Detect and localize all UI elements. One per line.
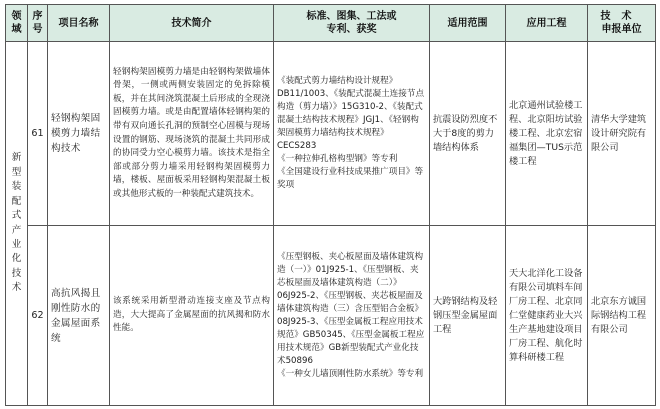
header-scope: 适用范围 — [430, 5, 506, 42]
tech-intro: 该系统采用新型滑动连接支座及节点构造，大大提高了金属屋面的抗风揭和防水性能。 — [110, 226, 274, 406]
field-cell — [6, 42, 28, 406]
patents-text: 《一种拉伸孔格构型钢》等专利 — [277, 154, 398, 164]
applicant-unit: 清华大学建筑设计研究院有限公司 — [588, 42, 656, 226]
scope: 抗震设防烈度不大于8度的剪力墙结构体系 — [430, 42, 506, 226]
table-row — [6, 226, 656, 406]
header-unit-line2: 申报单位 — [601, 24, 642, 35]
table-row — [6, 42, 656, 226]
row-number: 61 — [28, 42, 48, 226]
patents-text: 《一种女儿墙顶刚性防水系统》等专利 — [277, 368, 424, 379]
project-name: 轻钢构架固模剪力墙结构技术 — [48, 42, 110, 226]
technology-table — [5, 4, 656, 406]
header-project-name: 项目名称 — [48, 5, 110, 42]
standards-text: 《装配式剪力墙结构设计规程》DB11/1003、《装配式混凝土连接节点构造（剪力墙）》15G310-2、《装配式混凝土结构技术规程》JGJ1、《轻钢构架固模剪力墙结构技术规程》CECS283 — [277, 76, 425, 151]
application-projects: 北京通州试验楼工程、北京阳坊试验楼工程、北京宏宿福集团—TUS示范楼工程 — [506, 42, 588, 226]
header-standards-line1: 标准、图集、工法或 — [306, 11, 397, 22]
header-unit-line1: 技术 — [600, 11, 643, 22]
header-application: 应用工程 — [506, 5, 588, 42]
header-row — [6, 5, 656, 42]
standards-cell — [274, 226, 430, 406]
tech-intro: 轻钢构架固模剪力墙是由轻钢构架做墙体骨架，一侧或两侧安装固定的免拆除模板，并在其间浇筑混凝土后形成的全现浇固模剪力墙。或是由配置墙体轻钢构架的带有双向通长孔洞的预制空心固模与现场设置的钢筋、现场浇筑的混凝土共同形成的协同受力空心模剪力墙。该技术是指全部或部分剪力墙采用轻钢构架固模剪力墙，楼板、屋面板采用轻钢构架混凝土板或其他形式板的一种装配式建筑技术。 — [110, 42, 274, 226]
standards-cell — [274, 42, 430, 226]
project-name: 高抗风揭且刚性防水的金属屋面系统 — [48, 226, 110, 406]
awards-text: 《全国建设行业科技成果推广项目》等奖项 — [277, 167, 424, 190]
header-number: 序号 — [28, 5, 48, 42]
standards-text: 《压型钢板、夹心板屋面及墙体建筑构造（一）》01J925-1、《压型钢板、夹芯板屋面及墙体建筑构造（二）》06J925-2、《压型钢板、夹芯板屋面及墙体建筑构造（三）含压型铝合金板》08J925-3、《压型金属板工程应用技术规范》GB50345、《压型金属板工程应用技术规范》GB新型装配式产业化技术50896 — [277, 251, 425, 366]
scope: 大跨钢结构及轻钢压型金属屋面工程 — [430, 226, 506, 406]
row-number: 62 — [28, 226, 48, 406]
field-name: 新型装配式产业化技术 — [11, 152, 22, 294]
application-projects: 天大北洋化工设备有限公司填料车间厂房工程、北京同仁堂健康药业大兴生产基地建设项目厂房工程、航化时算科研楼工程 — [506, 226, 588, 406]
header-unit — [588, 5, 656, 42]
header-tech-intro: 技术简介 — [110, 5, 274, 42]
applicant-unit: 北京东方诚国际钢结构工程有限公司 — [588, 226, 656, 406]
header-standards — [274, 5, 430, 42]
header-standards-line2: 专利、获奖 — [326, 24, 377, 35]
header-field: 领域 — [6, 5, 28, 42]
